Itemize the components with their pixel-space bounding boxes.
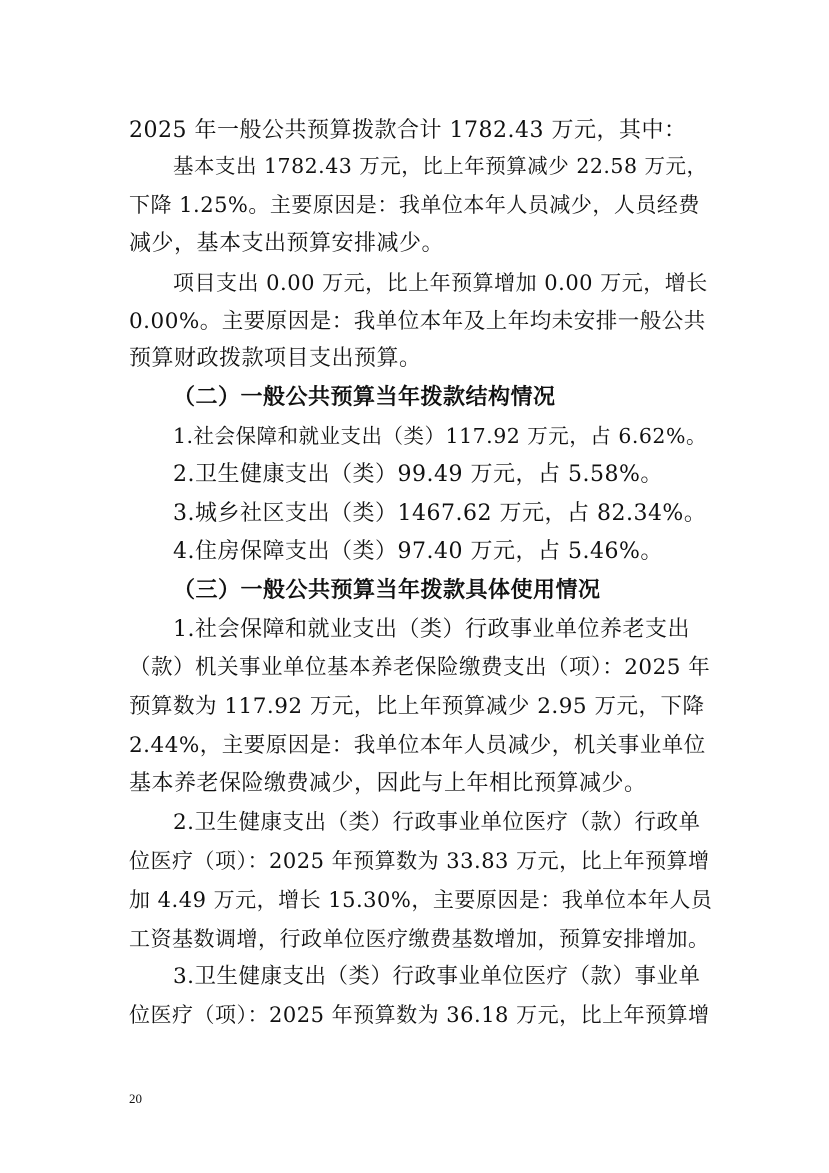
text-line: 基本支出 1782.43 万元，比上年预算减少 22.58 万元， [173, 154, 708, 178]
text-line: 工资基数调增，行政单位医疗缴费基数增加，预算安排增加。 [129, 927, 710, 951]
text-line: 4.住房保障支出（类）97.40 万元，占 5.46%。 [173, 539, 663, 564]
text-line: 0.00%。主要原因是：我单位本年及上年均未安排一般公共 [129, 309, 706, 334]
section-heading: （三）一般公共预算当年拨款具体使用情况 [173, 578, 601, 603]
text-line: 位医疗（项）：2025 年预算数为 33.83 万元，比上年预算增 [129, 849, 710, 873]
page-number: 20 [129, 1091, 142, 1106]
text-line: 减少，基本支出预算安排减少。 [129, 231, 445, 256]
text-line: （款）机关事业单位基本养老保险缴费支出（项）：2025 年 [129, 655, 711, 680]
text-line: 3.城乡社区支出（类）1467.62 万元，占 82.34%。 [173, 501, 707, 526]
text-line: 2.44%，主要原因是：我单位本年人员减少，机关事业单位 [129, 733, 706, 758]
text-line: 2.卫生健康支出（类）99.49 万元，占 5.58%。 [173, 462, 663, 487]
text-line: 预算财政拨款项目支出预算。 [129, 346, 422, 371]
section-heading: （二）一般公共预算当年拨款结构情况 [173, 385, 556, 410]
text-line: 位医疗（项）：2025 年预算数为 36.18 万元，比上年预算增 [129, 1003, 710, 1027]
text-line: 2025 年一般公共预算拨款合计 1782.43 万元，其中： [129, 118, 687, 143]
text-line: 2.卫生健康支出（类）行政事业单位医疗（款）行政单 [173, 810, 701, 835]
text-line: 加 4.49 万元，增长 15.30%，主要原因是：我单位本年人员 [129, 888, 713, 912]
text-line: 1.社会保障和就业支出（类）117.92 万元，占 6.62%。 [173, 424, 707, 448]
text-line: 下降 1.25%。主要原因是：我单位本年人员减少，人员经费 [129, 193, 700, 217]
text-line: 基本养老保险缴费减少，因此与上年相比预算减少。 [129, 771, 647, 796]
text-line: 预算数为 117.92 万元，比上年预算减少 2.95 万元，下降 [129, 694, 705, 719]
text-line: 1.社会保障和就业支出（类）行政事业单位养老支出 [173, 617, 690, 642]
text-line: 项目支出 0.00 万元，比上年预算增加 0.00 万元，增长 [173, 271, 708, 295]
text-line: 3.卫生健康支出（类）行政事业单位医疗（款）事业单 [173, 964, 701, 989]
